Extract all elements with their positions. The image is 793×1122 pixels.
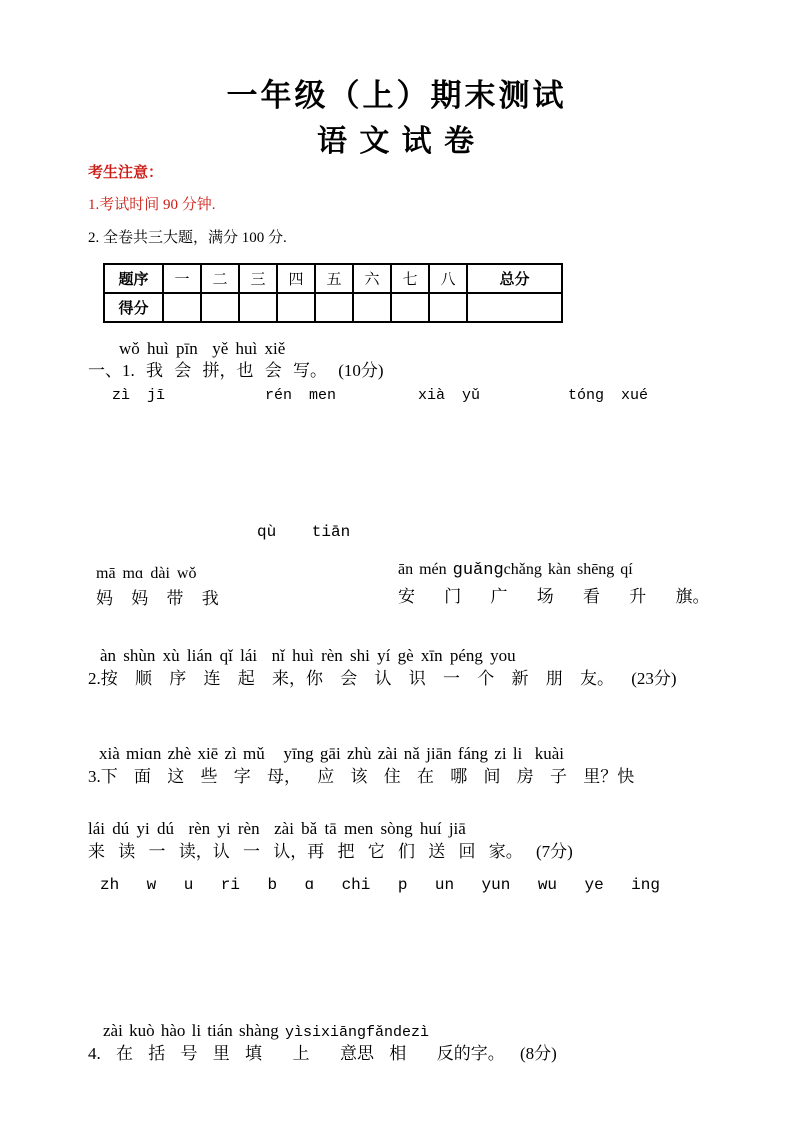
q3-letters-row [100, 876, 660, 894]
score-table-header-1: 一 [163, 264, 201, 293]
score-table-header-5: 五 [315, 264, 353, 293]
notice-heading: 考生注意： [88, 164, 164, 181]
score-table-header-tixu: 题序 [104, 264, 163, 293]
q2-pinyin: àn shùn xù lián qǐ lái nǐ huì rèn shi yí gè xīn péng you [100, 646, 516, 665]
score-cell-empty [239, 293, 277, 322]
score-table [103, 263, 563, 323]
q3-letter-u: u [183, 876, 194, 894]
q3-letter-ing: ing [631, 876, 660, 894]
score-table-header-8: 八 [429, 264, 467, 293]
score-cell-empty [429, 293, 467, 322]
q3-letter-wu: wu [537, 876, 558, 894]
score-table-score-row [104, 293, 562, 322]
q3-line2-pinyin: lái dú yi dú rèn yi rèn zài bǎ tā men sòng huí jiā [88, 819, 466, 838]
score-table-header-3: 三 [239, 264, 277, 293]
score-row-label: 得分 [104, 293, 163, 322]
q4-pinyin-mono: yìsixiāngfǎndezì [284, 1024, 429, 1041]
score-cell-empty [163, 293, 201, 322]
q1-title: 一、1. 我 会 拼，也 会 写。 (10分) [88, 361, 384, 380]
q3-letter-ri: ri [220, 876, 240, 894]
q4-pinyin-normal: zài kuò hào li tián shàng [103, 1021, 285, 1040]
score-table-header-2: 二 [201, 264, 239, 293]
q3-line1-title: 3.下 面 这 些 字 母， 应 该 住 在 哪 间 房 子 里？快 [88, 767, 635, 786]
q3-letter-b: b [267, 876, 278, 894]
score-cell-empty [391, 293, 429, 322]
q1-right-pinyin-pre: ān mén [398, 561, 453, 578]
q3-letter-ye: ye [584, 876, 604, 894]
q1-word-pinyin-tongxue: tóng xué [568, 387, 649, 404]
q1-pinyin-title: wǒ huì pīn yě huì xiě [119, 339, 286, 358]
q4-pinyin [103, 1021, 429, 1041]
q3-letter-a: ɑ [304, 876, 315, 894]
score-cell-empty [467, 293, 562, 322]
q1-word-pinyin-renmen: rén men [265, 387, 337, 404]
score-table-header-7: 七 [391, 264, 429, 293]
exam-title-line2: 语 文 试 卷 [316, 125, 476, 158]
q1-sentence-left-pinyin: mā mɑ dài wǒ [96, 565, 197, 582]
score-cell-empty [353, 293, 391, 322]
score-cell-empty [277, 293, 315, 322]
q2-title: 2.按 顺 序 连 起 来，你 会 认 识 一 个 新 朋 友。 (23分) [88, 669, 677, 688]
score-table-header-6: 六 [353, 264, 391, 293]
score-table-header-4: 四 [277, 264, 315, 293]
exam-title-line1: 一年级（上）期末测试 [226, 78, 567, 113]
score-cell-empty [315, 293, 353, 322]
score-table-header-row [104, 264, 562, 293]
q1-sentence-left-hanzi: 妈 妈 带 我 [96, 589, 219, 608]
q1-word-pinyin-ziji: zì jī [112, 387, 166, 404]
q1-word-pinyin-xiayu: xià yǔ [418, 387, 481, 404]
notice-item-exam-time: 1.考试时间 90 分钟. [88, 197, 216, 213]
q3-line1-pinyin: xià miɑn zhè xiē zì mǔ yīng gāi zhù zài nǎ jiān fáng zi li kuài [99, 744, 565, 763]
q1-blank-pinyin-qutian: qù tiān [257, 523, 351, 541]
q3-letter-p: p [397, 876, 408, 894]
q3-letter-yun: yun [481, 876, 511, 894]
notice-item-total-score: 2. 全卷共三大题，满分 100 分. [88, 230, 287, 246]
q1-right-pinyin-post: chǎng kàn shēng qí [503, 561, 633, 578]
q3-letter-w: w [146, 876, 157, 894]
q1-sentence-right-pinyin [398, 561, 633, 580]
q3-letter-un: un [434, 876, 455, 894]
q4-title: 4. 在 括 号 里 填 上 意思 相 反的字。 (8分) [88, 1044, 557, 1063]
q3-letter-chi: chi [341, 876, 371, 894]
score-table-header-total: 总分 [467, 264, 562, 293]
q3-letter-zh: zh [100, 876, 120, 894]
score-cell-empty [201, 293, 239, 322]
q1-sentence-right-hanzi: 安 门 广 场 看 升 旗。 [398, 587, 710, 606]
q3-line2-title: 来 读 一 读，认 一 认，再 把 它 们 送 回 家。 (7分) [88, 842, 573, 861]
q1-right-pinyin-guang: guǎng [452, 561, 504, 580]
